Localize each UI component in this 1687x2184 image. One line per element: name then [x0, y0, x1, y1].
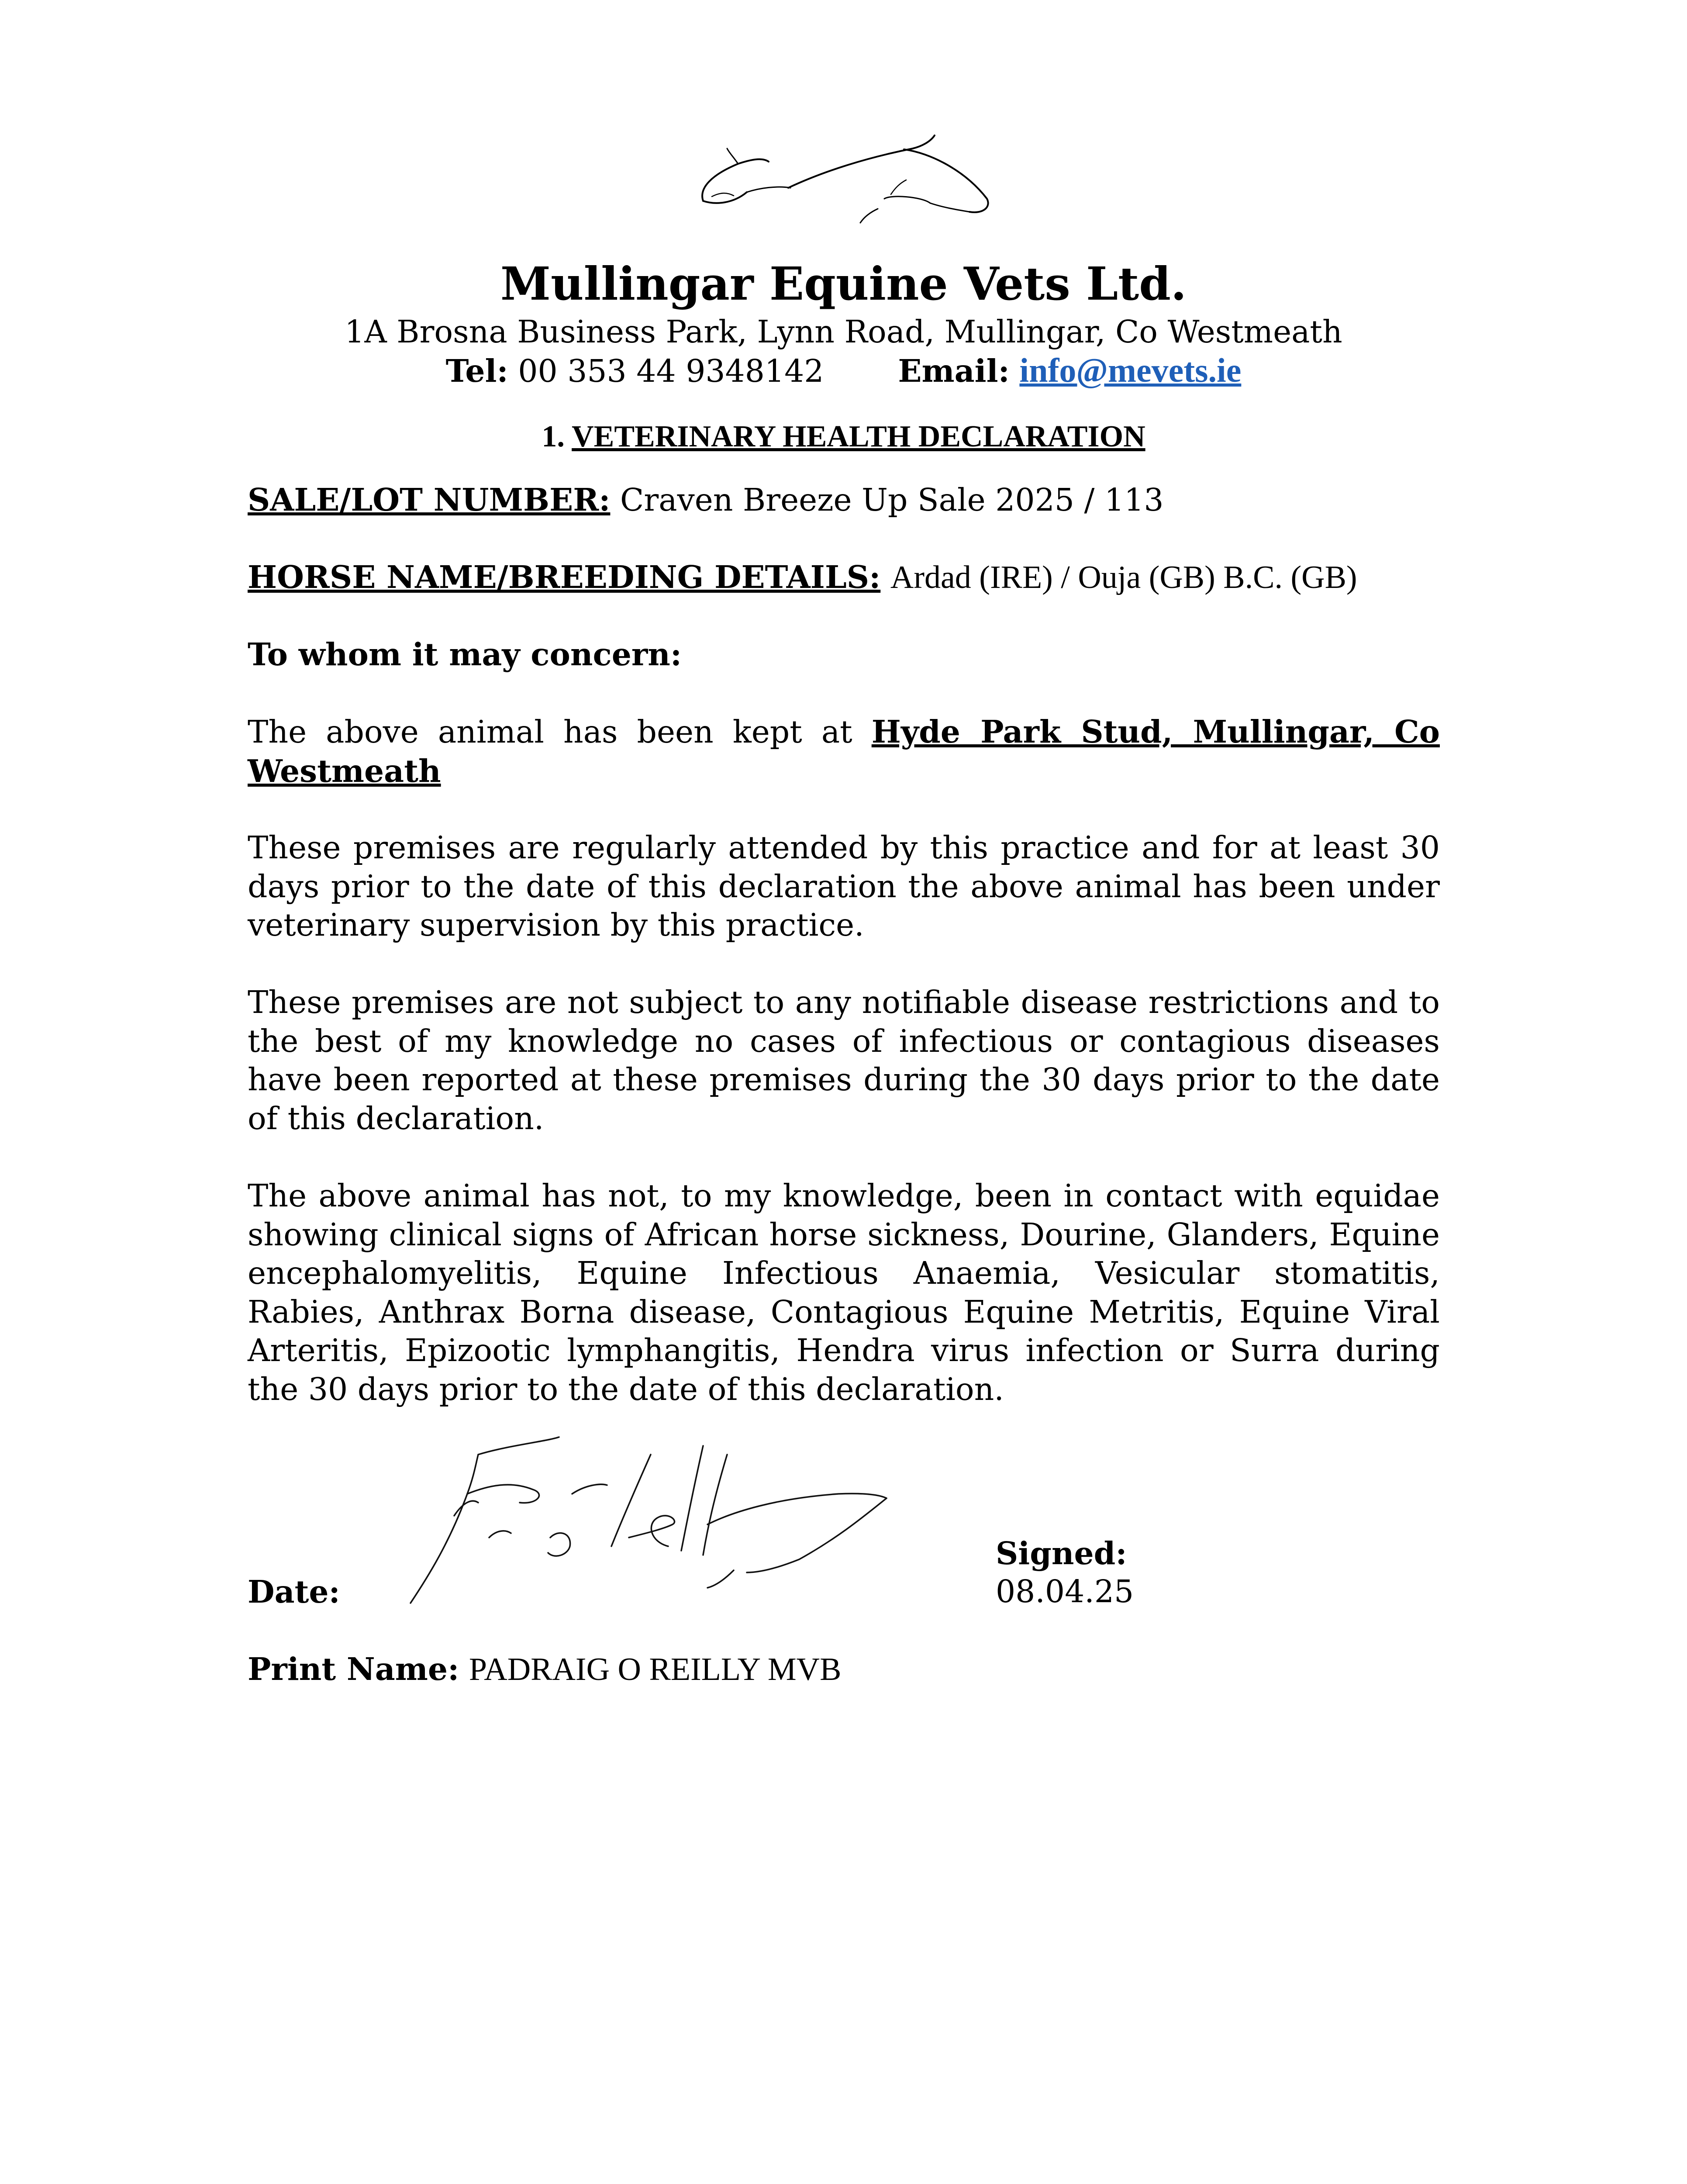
horse-details-label: HORSE NAME/BREEDING DETAILS: [248, 559, 881, 595]
section-heading [0, 417, 1687, 456]
horse-details-field [248, 558, 1440, 597]
tel-label: Tel: [445, 352, 508, 389]
sale-lot-field [248, 480, 1440, 520]
disease-restrictions-paragraph: These premises are not subject to any notifiable disease restrictions and to the best of my knowledge no cases of infectious or contagious diseases have been reported at these premises during the 30 days prior to the date of this declaration. [248, 984, 1440, 1137]
print-name-field [248, 1650, 1440, 1689]
print-name-label: Print Name: [248, 1651, 459, 1687]
sale-lot-label: SALE/LOT NUMBER: [248, 481, 611, 518]
signature-image [402, 1428, 935, 1612]
company-name: Mullingar Equine Vets Ltd. [500, 257, 1187, 311]
email-link[interactable]: info@mevets.ie [1019, 351, 1242, 389]
signed-label: Signed: [996, 1535, 1127, 1572]
kept-at-prefix: The above animal has been kept at [248, 714, 852, 750]
kept-at-location: Hyde Park Stud, Mullingar, Co Westmeath [248, 713, 1440, 789]
section-title: VETERINARY HEALTH DECLARATION [572, 420, 1145, 453]
salutation: To whom it may concern: [248, 636, 682, 673]
kept-at-paragraph [248, 712, 1440, 791]
horse-head-logo [686, 122, 991, 227]
date-label: Date: [248, 1573, 340, 1610]
company-contact [0, 351, 1687, 391]
horse-details-value: Ardad (IRE) / Ouja (GB) B.C. (GB) [890, 560, 1357, 595]
signed-date-value: 08.04.25 [996, 1573, 1134, 1610]
tel-value: 00 353 44 9348142 [518, 353, 824, 389]
email-label: Email: [898, 352, 1010, 389]
sale-lot-value: Craven Breeze Up Sale 2025 / 113 [620, 482, 1164, 518]
supervision-paragraph: These premises are regularly attended by this practice and for at least 30 days prior to the date of this declaration the above animal has been under veterinary supervision by this practice. [248, 829, 1440, 943]
company-address: 1A Brosna Business Park, Lynn Road, Mullingar, Co Westmeath [345, 314, 1342, 350]
section-number: 1. [542, 420, 565, 453]
print-name-value: PADRAIG O REILLY MVB [469, 1652, 842, 1687]
contact-diseases-paragraph: The above animal has not, to my knowledge, been in contact with equidae showing clinical signs of African horse sickness, Dourine, Glanders, Equine encephalomyelitis, Equine Infectious Anaemia, Vesicular stomatitis, Rabies, Anthrax Borna disease, Contagious Equine Metritis, Equine Viral Arteritis, Epizootic lymphangitis, Hendra virus infection or Surra during the 30 days prior to the date of this declaration. [248, 1178, 1440, 1407]
